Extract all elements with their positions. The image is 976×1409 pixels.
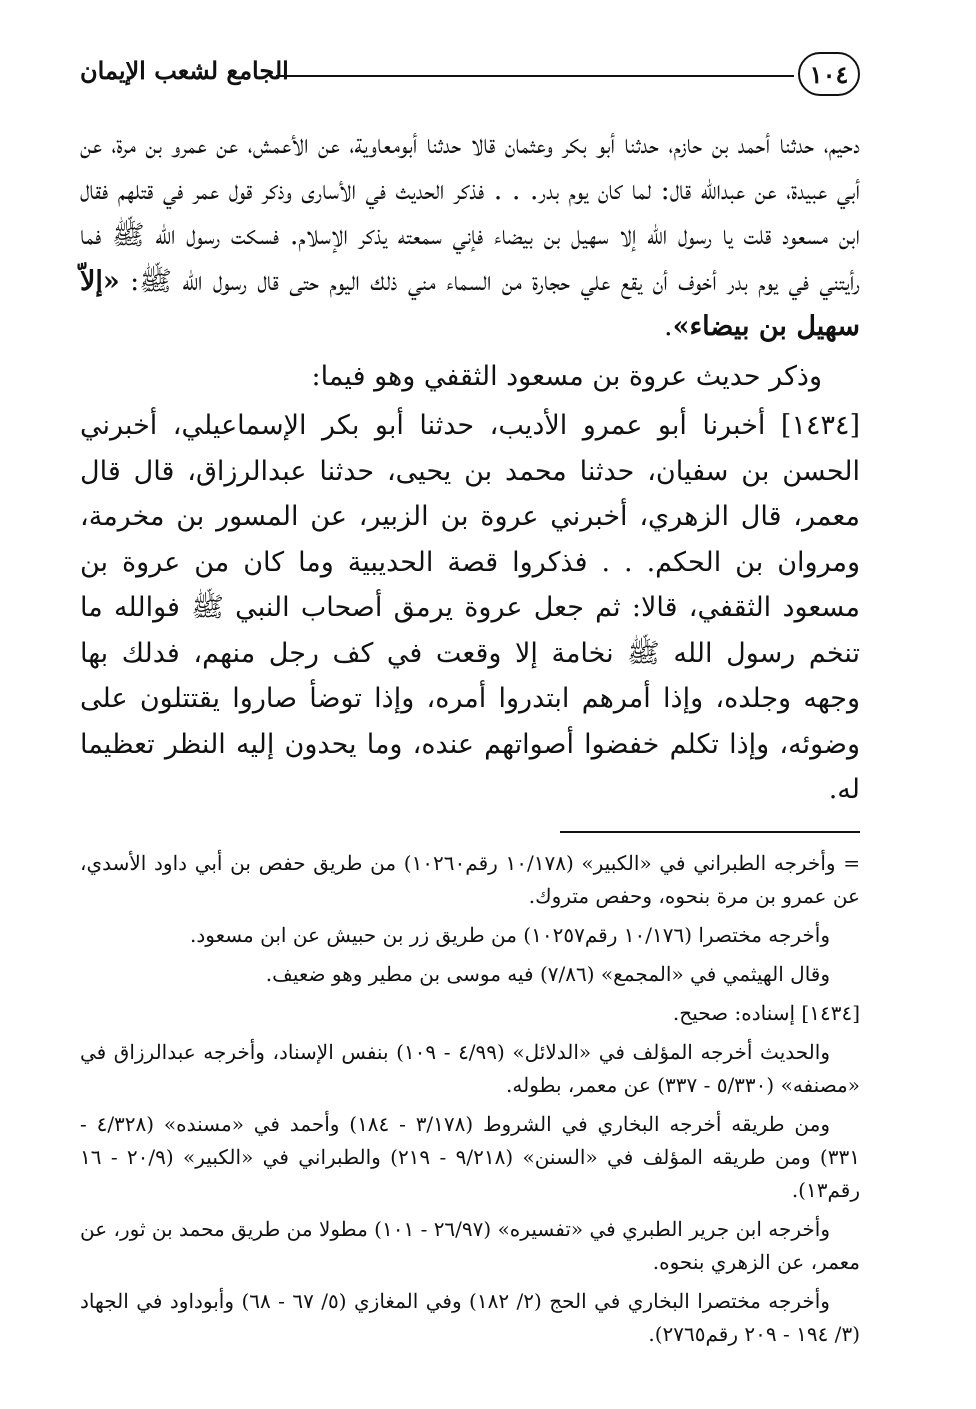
page-header bbox=[80, 52, 860, 102]
header-rule bbox=[276, 75, 794, 77]
footnote-4-number: [١٤٣٤] bbox=[801, 1000, 860, 1025]
paragraph-1-text: دحيم، حدثنا أحمد بن حازم، حدثنا أبو بكر وعثمان قالا حدثنا أبومعاوية، عن الأعمش، عن عمرو بن مرة، عن أبي عبيدة، عن عبدالله قال: لما كان يوم بدر. . . فذكر الحديث في الأسارى وذكر قول عمر في قتلهم فقال ابن مسعود قلت يا رسول الله إلا سهيل بن بيضاء فإني سمعته يذكر الإسلام. فسكت رسول الله ﷺ فما رأيتني في يوم بدر أخوف أن يقع علي حجارة من السماء مني ذلك اليوم حتى قال رسول الله ﷺ: bbox=[80, 129, 860, 297]
footnote-3: وقال الهيثمي في «المجمع» (٧/٨٦) فيه موسى بن مطير وهو ضعيف. bbox=[265, 961, 830, 986]
page-number-text: ١٠٤ bbox=[809, 59, 849, 89]
footnote-8: وأخرجه مختصرا البخاري في الحج (٢/ ١٨٢) وفي المغازي (٥/ ٦٧ - ٦٨) وأبوداود في الجهاد (٣/ ١٩٤ - ٢٠٩ رقم٢٧٦٥). bbox=[80, 1288, 860, 1346]
page-number bbox=[798, 52, 860, 96]
running-title: الجامع لشعب الإيمان bbox=[80, 56, 289, 85]
footnote-2: وأخرجه مختصرا (١٠/١٧٦ رقم١٠٢٥٧) من طريق زر بن حبيش عن ابن مسعود. bbox=[189, 922, 830, 947]
footnote-4-label: إسناده: bbox=[728, 1000, 802, 1025]
book-page bbox=[80, 52, 860, 1357]
main-text bbox=[80, 122, 860, 813]
paragraph-1-end: . bbox=[664, 311, 673, 342]
footnote-1: = وأخرجه الطبراني في «الكبير» (١٠/١٧٨ رقم١٠٢٦٠) من طريق حفص بن أبي داود الأسدي، عن عمرو بن مرة بنحوه، وحفص متروك. bbox=[80, 850, 860, 908]
footnote-5: والحديث أخرجه المؤلف في «الدلائل» (٤/٩٩ - ١٠٩) بنفس الإسناد، وأخرجه عبدالرزاق في «مصنفه» (٥/٣٣٠ - ٣٣٧) عن معمر، بطوله. bbox=[80, 1039, 860, 1097]
footnote-4-grade: صحيح. bbox=[672, 1000, 729, 1025]
paragraph-1 bbox=[80, 122, 860, 350]
footnote-7: وأخرجه ابن جرير الطبري في «تفسيره» (٢٦/٩٧ - ١٠١) مطولا من طريق محمد بن ثور، عن معمر، عن الزهري بنحوه. bbox=[80, 1216, 860, 1274]
hadith-number: [١٤٣٤] bbox=[780, 410, 860, 441]
footnote-6: ومن طريقه أخرجه البخاري في الشروط (٣/١٧٨ - ١٨٤) وأحمد في «مسنده» (٤/٣٢٨ - ٣٣١) ومن طريقه المؤلف في «السنن» (٩/٢١٨ - ٢١٩) والطبراني في «الكبير» (٢٠/٩ - ١٦ رقم١٣). bbox=[80, 1111, 860, 1202]
hadith-text: أخبرنا أبو عمرو الأديب، حدثنا أبو بكر الإسماعيلي، أخبرني الحسن بن سفيان، حدثنا محمد بن يحيى، حدثنا عبدالرزاق، قال قال معمر، قال الزهري، أخبرني عروة بن الزبير، عن المسور بن مخرمة، ومروان بن الحكم. . . فذكروا قصة الحديبية وما كان من عروة بن مسعود الثقفي، قالا: ثم جعل عروة يرمق أصحاب النبي ﷺ فوالله ما تنخم رسول الله ﷺ نخامة إلا وقعت في كف رجل منهم، فدلك بها وجهه وجلده، وإذا أمرهم ابتدروا أمره، وإذا توضأ صاروا يقتتلون على وضوئه، وإذا تكلم خفضوا أصواتهم عنده، وما يحدون إليه النظر تعظيما له. bbox=[80, 410, 860, 805]
footnotes bbox=[80, 847, 860, 1351]
hadith-1434 bbox=[80, 403, 860, 813]
footnote-4 bbox=[80, 997, 860, 1030]
footnote-separator bbox=[560, 831, 860, 833]
paragraph-2: وذكر حديث عروة بن مسعود الثقفي وهو فيما: bbox=[311, 360, 822, 392]
quoted-saying: «إلاّ سهيل بن بيضاء» bbox=[80, 265, 860, 342]
